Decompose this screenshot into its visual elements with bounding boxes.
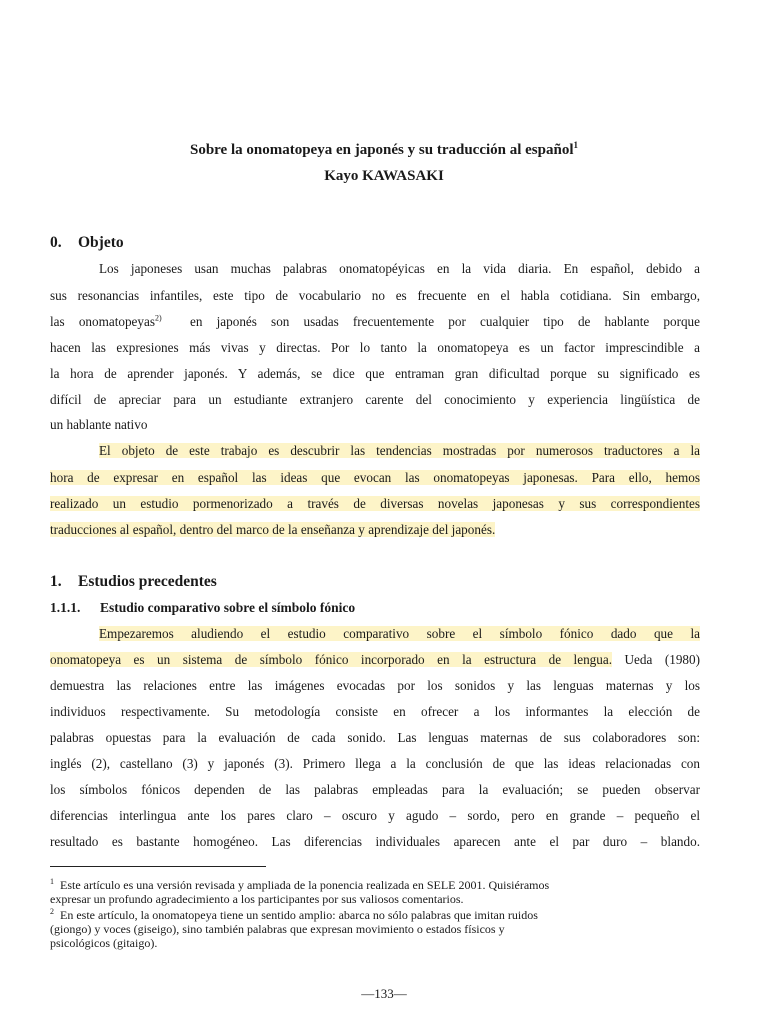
footnote-line: expresar un profundo agradecimiento a los participantes por sus valiosos comentarios. [50, 892, 464, 906]
paragraph-line: un hablante nativo [50, 417, 148, 432]
section-heading-objeto [50, 234, 124, 252]
highlighted-line [50, 520, 700, 540]
paragraph-line: individuos respectivamente. Su metodología consiste en ofrecer a los informantes la elección de [50, 704, 700, 719]
footnote-marker: 1 [50, 877, 54, 886]
highlighted-line [50, 494, 700, 514]
section-title: Estudios precedentes [78, 573, 217, 590]
paragraph-line: sus resonancias infantiles, este tipo de vocabulario no es frecuente en el habla cotidiana. Sin embargo, [50, 288, 700, 303]
highlighted-line [99, 441, 700, 461]
highlight: El objeto de este trabajo es descubrir las tendencias mostradas por numerosos traductores a la [99, 443, 700, 458]
paragraph-line: los símbolos fónicos dependen de las palabras empleadas para la evaluación; se pueden observar [50, 782, 700, 797]
line-segment: Ueda (1980) [624, 652, 701, 667]
section-heading-estudios [50, 573, 217, 591]
paragraph-line: la hora de aprender japonés. Y además, se dice que entraman gran dificultad porque su significado es [50, 366, 700, 381]
line-segment: en japonés son usadas frecuentemente por cualquier tipo de hablante porque [190, 314, 701, 329]
footnote-ref: 2) [155, 313, 162, 323]
title-footnote-marker: 1 [573, 140, 578, 150]
footnote-marker: 2 [50, 907, 54, 916]
author-name: Kayo KAWASAKI [324, 168, 444, 184]
footnote-line [50, 909, 650, 922]
footnote-text: En este artículo, la onomatopeya tiene un sentido amplio: abarca no sólo palabras que imitan ruidos [60, 908, 538, 922]
paragraph-line: demuestra las relaciones entre las imágenes evocadas por los sonidos y las lenguas maternas y los [50, 678, 700, 693]
paragraph-line: hacen las expresiones más vivas y directas. Por lo tanto la onomatopeya es un factor imprescindible a [50, 340, 700, 355]
footnote-line: (giongo) y voces (giseigo), sino también palabras que expresan movimiento o estados físicos y [50, 922, 505, 936]
paragraph-line [50, 650, 700, 670]
paragraph-line: diferencias interlingua ante los pares claro – oscuro y agudo – sordo, pero en grande – pequeño el [50, 808, 700, 823]
paragraph-line: inglés (2), castellano (3) y japonés (3). Primero llega a la conclusión de que las ideas relacionadas con [50, 756, 700, 771]
highlighted-line [99, 624, 700, 644]
paragraph-line: Los japoneses usan muchas palabras onomatopéyicas en la vida diaria. En español, debido a [99, 261, 700, 276]
subsection-number: 1.1.1. [50, 600, 81, 615]
footnote-line: psicológicos (gitaigo). [50, 936, 158, 950]
line-segment: las onomatopeyas [50, 314, 155, 329]
footnote-divider [50, 866, 266, 867]
section-title: Objeto [78, 234, 124, 251]
highlight: onomatopeya es un sistema de símbolo fónico incorporado en la estructura de lengua. [50, 652, 613, 667]
highlight: traducciones al español, dentro del marco de la enseñanza y aprendizaje del japonés. [50, 522, 496, 537]
title-text: Sobre la onomatopeya en japonés y su traducción al español [189, 142, 574, 158]
footnote-text: Este artículo es una versión revisada y ampliada de la ponencia realizada en SELE 2001. Quisiéramos [60, 878, 550, 892]
paragraph-line: palabras opuestas para la evaluación de cada sonido. Las lenguas maternas de sus colaboradores son: [50, 730, 700, 745]
highlight: Empezaremos aludiendo el estudio comparativo sobre el símbolo fónico dado que la [99, 626, 700, 641]
paragraph-line: resultado es bastante homogéneo. Las diferencias individuales aparecen ante el par duro – blando. [50, 834, 700, 849]
page-number: —133— [361, 986, 407, 1001]
subsection-heading [50, 600, 355, 616]
document-title [0, 142, 768, 158]
paragraph-line [50, 312, 700, 332]
section-number: 1. [50, 573, 62, 590]
subsection-title: Estudio comparativo sobre el símbolo fónico [100, 600, 356, 615]
highlight: realizado un estudio pormenorizado a través de diversas novelas japonesas y sus correspondientes [50, 496, 700, 511]
highlighted-line [50, 468, 700, 488]
paragraph-line: difícil de apreciar para un estudiante extranjero carente del conocimiento y experiencia lingüística de [50, 392, 700, 407]
highlight: hora de expresar en español las ideas que evocan las onomatopeyas japonesas. Para ello, hemos [50, 470, 700, 485]
footnote-line [50, 879, 650, 892]
section-number: 0. [50, 234, 62, 251]
